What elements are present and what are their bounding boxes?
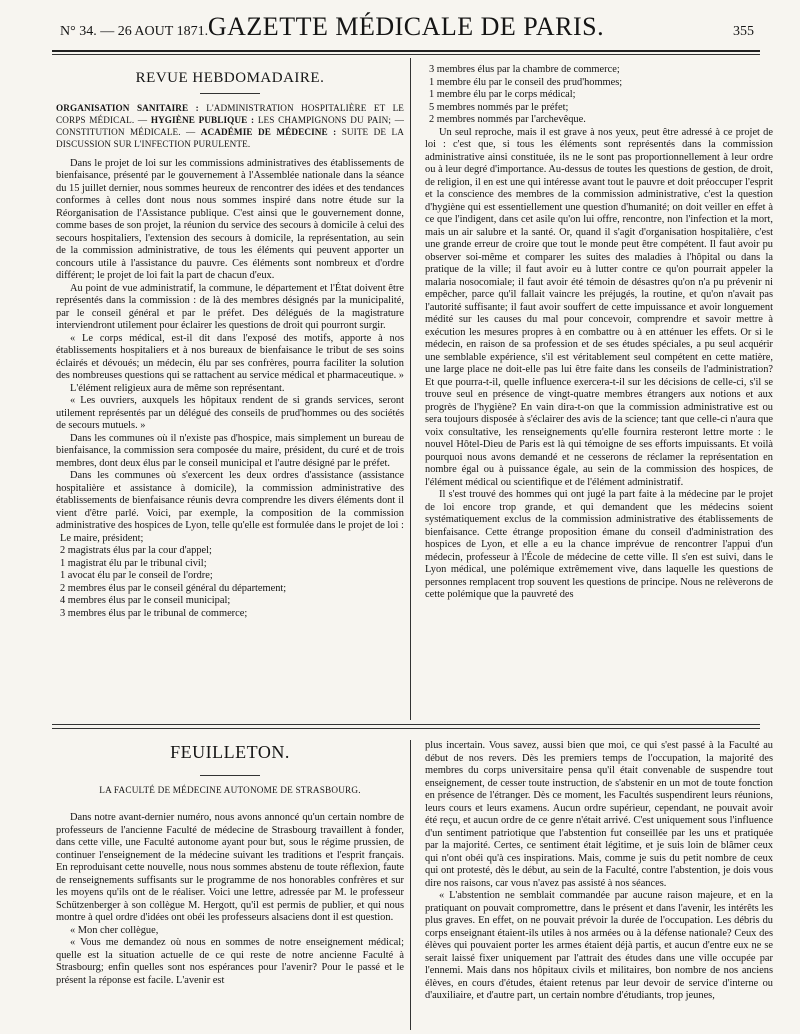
title-rule	[200, 93, 260, 94]
list-item: 2 membres élus par le conseil général du département;	[60, 582, 287, 594]
issue-number: N° 34. — 26 AOUT 1871.	[60, 24, 209, 39]
feuilleton-subtitle: LA FACULTÉ DE MÉDECINE AUTONOME DE STRASBOURG.	[99, 784, 361, 795]
paragraph: Un seul reproche, mais il est grave à nos yeux, peut être adressé à ce projet de loi : c'est que, si tous les éléments sont représentés dans la commission administrative ainsi constituée, ils ne le sont pas proportionnellement à leur ordre ou à leur degré d'importance. Au-dessus de toutes les questions de gestion, de droit, de religion, il en est une qui intéresse avant tout le pauvre et doit préoccuper l'esprit et la conscience des membres de la commission administrative, c'est la question d'hygiène qui est essentiellement une question d'humanité; on doit veiller en effet à ce que l'indigent, dans cet asile qu'on lui offre, rencontre, non l'infection et la mort, mais un air salubre et la santé. Or, quand il s'agit d'organisation hospitalière, c'est une grande erreur de croire que tout le monde peut être compétent. Il faut avoir pu observer soi-même et comparer les suites des maladies à l'hôpital ou dans la pratique de la ville; il faut avoir eu à lutter contre ce qu'on pourrait appeler la malaria nosocomiale; il faut avoir été témoin de désastres qu'on n'a pu prévenir ni empêcher, parce qu'il fallait vaincre les préjugés, la routine, et qu'on n'avait pas l'autorité suffisante; il faut avoir souffert de cette impuissance et avoir longuement médité sur les causes du mal pour concevoir, comprendre et savoir mettre à exécution les mesures propres à en combattre ou à en atténuer les effets. Or si le médecin, en raison de sa profession et de ses études spéciales, a pu seul acquérir une semblable expérience, s'il est véritablement seul compétent en cette matière, une large place ne doit-elle pas lui être faite dans les conseils de l'administration? Et que pourra-t-il, quelle influence exercera-t-il sur les décisions de celle-ci, s'il se trouve seul en présence de vingt-quatre membres étrangers aux notions et aux progrès de l'hygiène? En vain dira-t-on que la commission administrative est ou sera toujours disposée à s'éclairer des avis de la science; tant que celle-ci n'aura que voix consultative, les renseignements qu'elle fournira resteront lettre morte : le nouvel Hôtel-Dieu de Paris est là qui témoigne de ses efforts impuissants. Et voilà pourquoi nous avons demandé et ne cesserons de réclamer la représentation en nombre égal ou à puissance égale, au sein de la commission des hospices, de l'élément médical ou scientifique et de l'élément administratif.	[425, 126, 773, 488]
paragraph: Au point de vue administratif, la commune, le département et l'État doivent être représentés dans la commission : de là des membres désignés par la municipalité, par le conseil général et par le préfet. Des délégués de la magistrature interviendront utilement pour éclairer les questions de droit qui pourront surgir.	[56, 282, 404, 331]
newspaper-title: GAZETTE MÉDICALE DE PARIS.	[207, 12, 605, 41]
feuilleton-title: FEUILLETON.	[170, 742, 290, 762]
column-divider	[410, 740, 411, 1030]
paragraph: « Mon cher collègue,	[70, 924, 159, 936]
summary-text: LES CHAMPIGNONS DU PAIN; — CONSTITUTION MÉDICALE. —	[56, 114, 404, 137]
summary-text: L'ADMINISTRATION HOSPITALIÈRE ET LE CORPS MÉDICAL. —	[56, 102, 404, 125]
list-item: 1 magistrat élu par le tribunal civil;	[60, 557, 207, 569]
masthead-rule	[52, 54, 760, 55]
paragraph: « Le corps médical, est-il dit dans l'exposé des motifs, apporte à nos établissements hospitaliers et à nos bureaux de bienfaisance le tribut de ses soins éclairés et dévoués; un médecin, élu par ses confrères, pourra faciliter la solution des nombreuses questions qui se rattachent au service médical et pharmaceutique. »	[56, 332, 404, 381]
summary-heading: HYGIÈNE PUBLIQUE :	[150, 114, 255, 125]
feuilleton-column-right	[425, 740, 773, 1030]
paragraph: plus incertain. Vous savez, aussi bien que moi, ce qui s'est passé à la Faculté au début de nos revers. Dès les premiers temps de l'occupation, la majorité des membres du corps universitaire pensa qu'il était convenable de suspendre tout enseignement, de cesser toute instruction, de s'abstenir en un mot de toute fonction en présence de l'étranger. Dès ce moment, les Facultés suspendirent leurs réunions, leurs cours et leurs examens. Aucun ordre supérieur, cependant, ne pouvait avoir été reçu, et aucun ordre de ce genre n'était arrivé. C'est uniquement sous l'influence d'un sentiment patriotique que l'abstention fut conseillée par les uns et pratiquée par la majorité. Certes, ce sentiment était légitime, et je suis loin de blâmer ceux qui n'ont obéi qu'à ces inspirations. Mais, comme je suis du petit nombre de ceux qui ont protesté, dès le début, au sein de la Faculté, contre l'abstention, je dois vous dire nos raisons, car vous n'avez pas assisté à nos séances.	[425, 740, 773, 889]
list-item: 1 avocat élu par le conseil de l'ordre;	[60, 570, 213, 581]
paragraph: Dans notre avant-dernier numéro, nous avons annoncé qu'un certain nombre de professeurs de l'ancienne Faculté de médecine de Strasbourg travaillent à fonder, dans cette ville, une Faculté autonome ayant pour but, sous le régime prussien, de continuer l'enseignement de la médecine suivant les traditions et l'esprit français. En reproduisant cette nouvelle, nous nous sommes abstenu de toute réflexion, faute de renseignements suffisants sur le programme de nos honorables confrères et sur les moyens qu'ils ont de le réaliser. Voici une lettre, adressée par M. le professeur Schützenberger à son collègue M. Hergott, qu'il est permis de publier, et qui nous montre à quel ordre d'idées ont obéi les professeurs alsaciens dont il est question.	[56, 812, 404, 923]
paragraph: « Vous me demandez où nous en sommes de notre enseignement médical; quelle est la situation actuelle de ce qui reste de notre ancienne Faculté à Strasbourg; enfin quelles sont nos espérances pour l'avenir? Pour le passé et le présent la réponse est facile. L'avenir est	[56, 937, 404, 986]
paragraph: « L'abstention ne semblait commandée par aucune raison majeure, et en la pratiquant on pouvait compromettre, dans le présent et dans l'avenir, les intérêts les plus graves. En effet, on ne pouvait prévoir la durée de l'occupation. Les débris du corps enseignant étaient-ils utiles à nos armées ou à la défense nationale? Ceux des élèves qui pouvaient porter les armes étaient déjà partis, et aucun d'entre eux ne se serait laissé fixer uniquement par l'attrait des études dans une ville occupée par l'ennemi. Mais dans nos hôpitaux civils et militaires, bon nombre de nos anciens élèves, en cours d'études, étaient retenus par leur devoir de service d'interne ou d'auxiliaire, et d'autre part, un certain nombre d'étudiants, trop jeunes,	[425, 890, 773, 1001]
paragraph: L'élément religieux aura de même son représentant.	[70, 382, 285, 394]
revue-title: REVUE HEBDOMADAIRE.	[135, 72, 325, 86]
list-item: Le maire, président;	[60, 532, 144, 544]
summary-heading: ORGANISATION SANITAIRE :	[56, 102, 199, 113]
list-item: 4 membres élus par le conseil municipal;	[60, 595, 231, 606]
paragraph: Dans les communes où s'exercent les deux ordres d'assistance (assistance hospitalière et assistance à domicile), la commission administrative des établissements de bienfaisance réunis devra comprendre les divers éléments dont il vient d'être parlé. Voici, par exemple, la composition de la commission administrative des hospices de Lyon, telle qu'elle est formulée dans le projet de loi :	[56, 470, 404, 531]
column-divider	[410, 58, 411, 720]
paragraph: « Les ouvriers, auxquels les hôpitaux rendent de si grands services, seront utilement représentés par un délégué des conseils de prud'hommes ou des sociétés de secours mutuels. »	[56, 395, 404, 431]
list-item: 2 magistrats élus par la cour d'appel;	[60, 545, 212, 556]
summary-text: SUITE DE LA DISCUSSION SUR L'INFECTION PURULENTE.	[56, 126, 404, 149]
list-item: 2 membres nommés par l'archevêque.	[429, 114, 586, 125]
list-item: 1 membre élu par le conseil des prud'hommes;	[429, 76, 623, 88]
list-item: 5 membres nommés par le préfet;	[429, 101, 569, 113]
title-rule	[200, 775, 260, 776]
section-divider	[52, 728, 760, 729]
revue-column-right	[425, 64, 773, 720]
revue-column-left	[56, 72, 404, 720]
revue-summary	[56, 102, 404, 150]
summary-heading: ACADÉMIE DE MÉDECINE :	[200, 126, 337, 137]
masthead	[52, 10, 760, 52]
paragraph: Dans le projet de loi sur les commissions administratives des établissements de bienfaisance, présenté par le gouvernement à l'Assemblée nationale dans la séance du 15 juillet dernier, nous sommes heureux de rencontrer des idées et des tendances conformes à celles dont nous nous sommes inspiré dans notre étude sur la Réorganisation de l'Assistance publique. C'est ainsi que le gouvernement donne, comme bases de son projet, la réunion du service des secours à domicile à celui des secours hospitaliers, l'extension des secours à domicile, la représentation, au sein de la commission administrative, de tous les éléments qui peuvent apporter un concours utile à l'assistance du pauvre. Ces éléments sont nombreux et d'ordre différent; le projet de loi fait la part de chacun d'eux.	[56, 157, 404, 281]
section-divider	[52, 724, 760, 725]
page-number: 355	[733, 24, 754, 39]
list-item: 1 membre élu par le corps médical;	[429, 89, 576, 100]
list-item: 3 membres élus par la chambre de commerce;	[429, 64, 620, 75]
paragraph: Dans les communes où il n'existe pas d'hospice, mais simplement un bureau de bienfaisance, la commission sera composée du maire, président, du curé et de trois membres, dont deux élus par le conseil municipal et l'autre désigné par le préfet.	[56, 432, 404, 469]
feuilleton-column-left	[56, 740, 404, 1030]
paragraph: Il s'est trouvé des hommes qui ont jugé la part faite à la médecine par le projet de loi encore trop grande, et qui demandent que les médecins soient systématiquement exclus de la commission administrative des établissements de bienfaisance. Cette étrange proposition émane du conseil d'administration des hospices de Lyon, et elle a eu la chance imprévue de rencontrer l'appui d'un médecin, professeur à l'École de médecine de cette ville. Il s'en est suivi, dans le Lyon médical, une polémique extrêmement vive, dans laquelle les questions de personnes remplacent trop souvent les questions de principe. Nous ne relèverons de cette polémique que la pauvreté des	[425, 489, 773, 600]
list-item: 3 membres élus par le tribunal de commerce;	[60, 607, 248, 619]
